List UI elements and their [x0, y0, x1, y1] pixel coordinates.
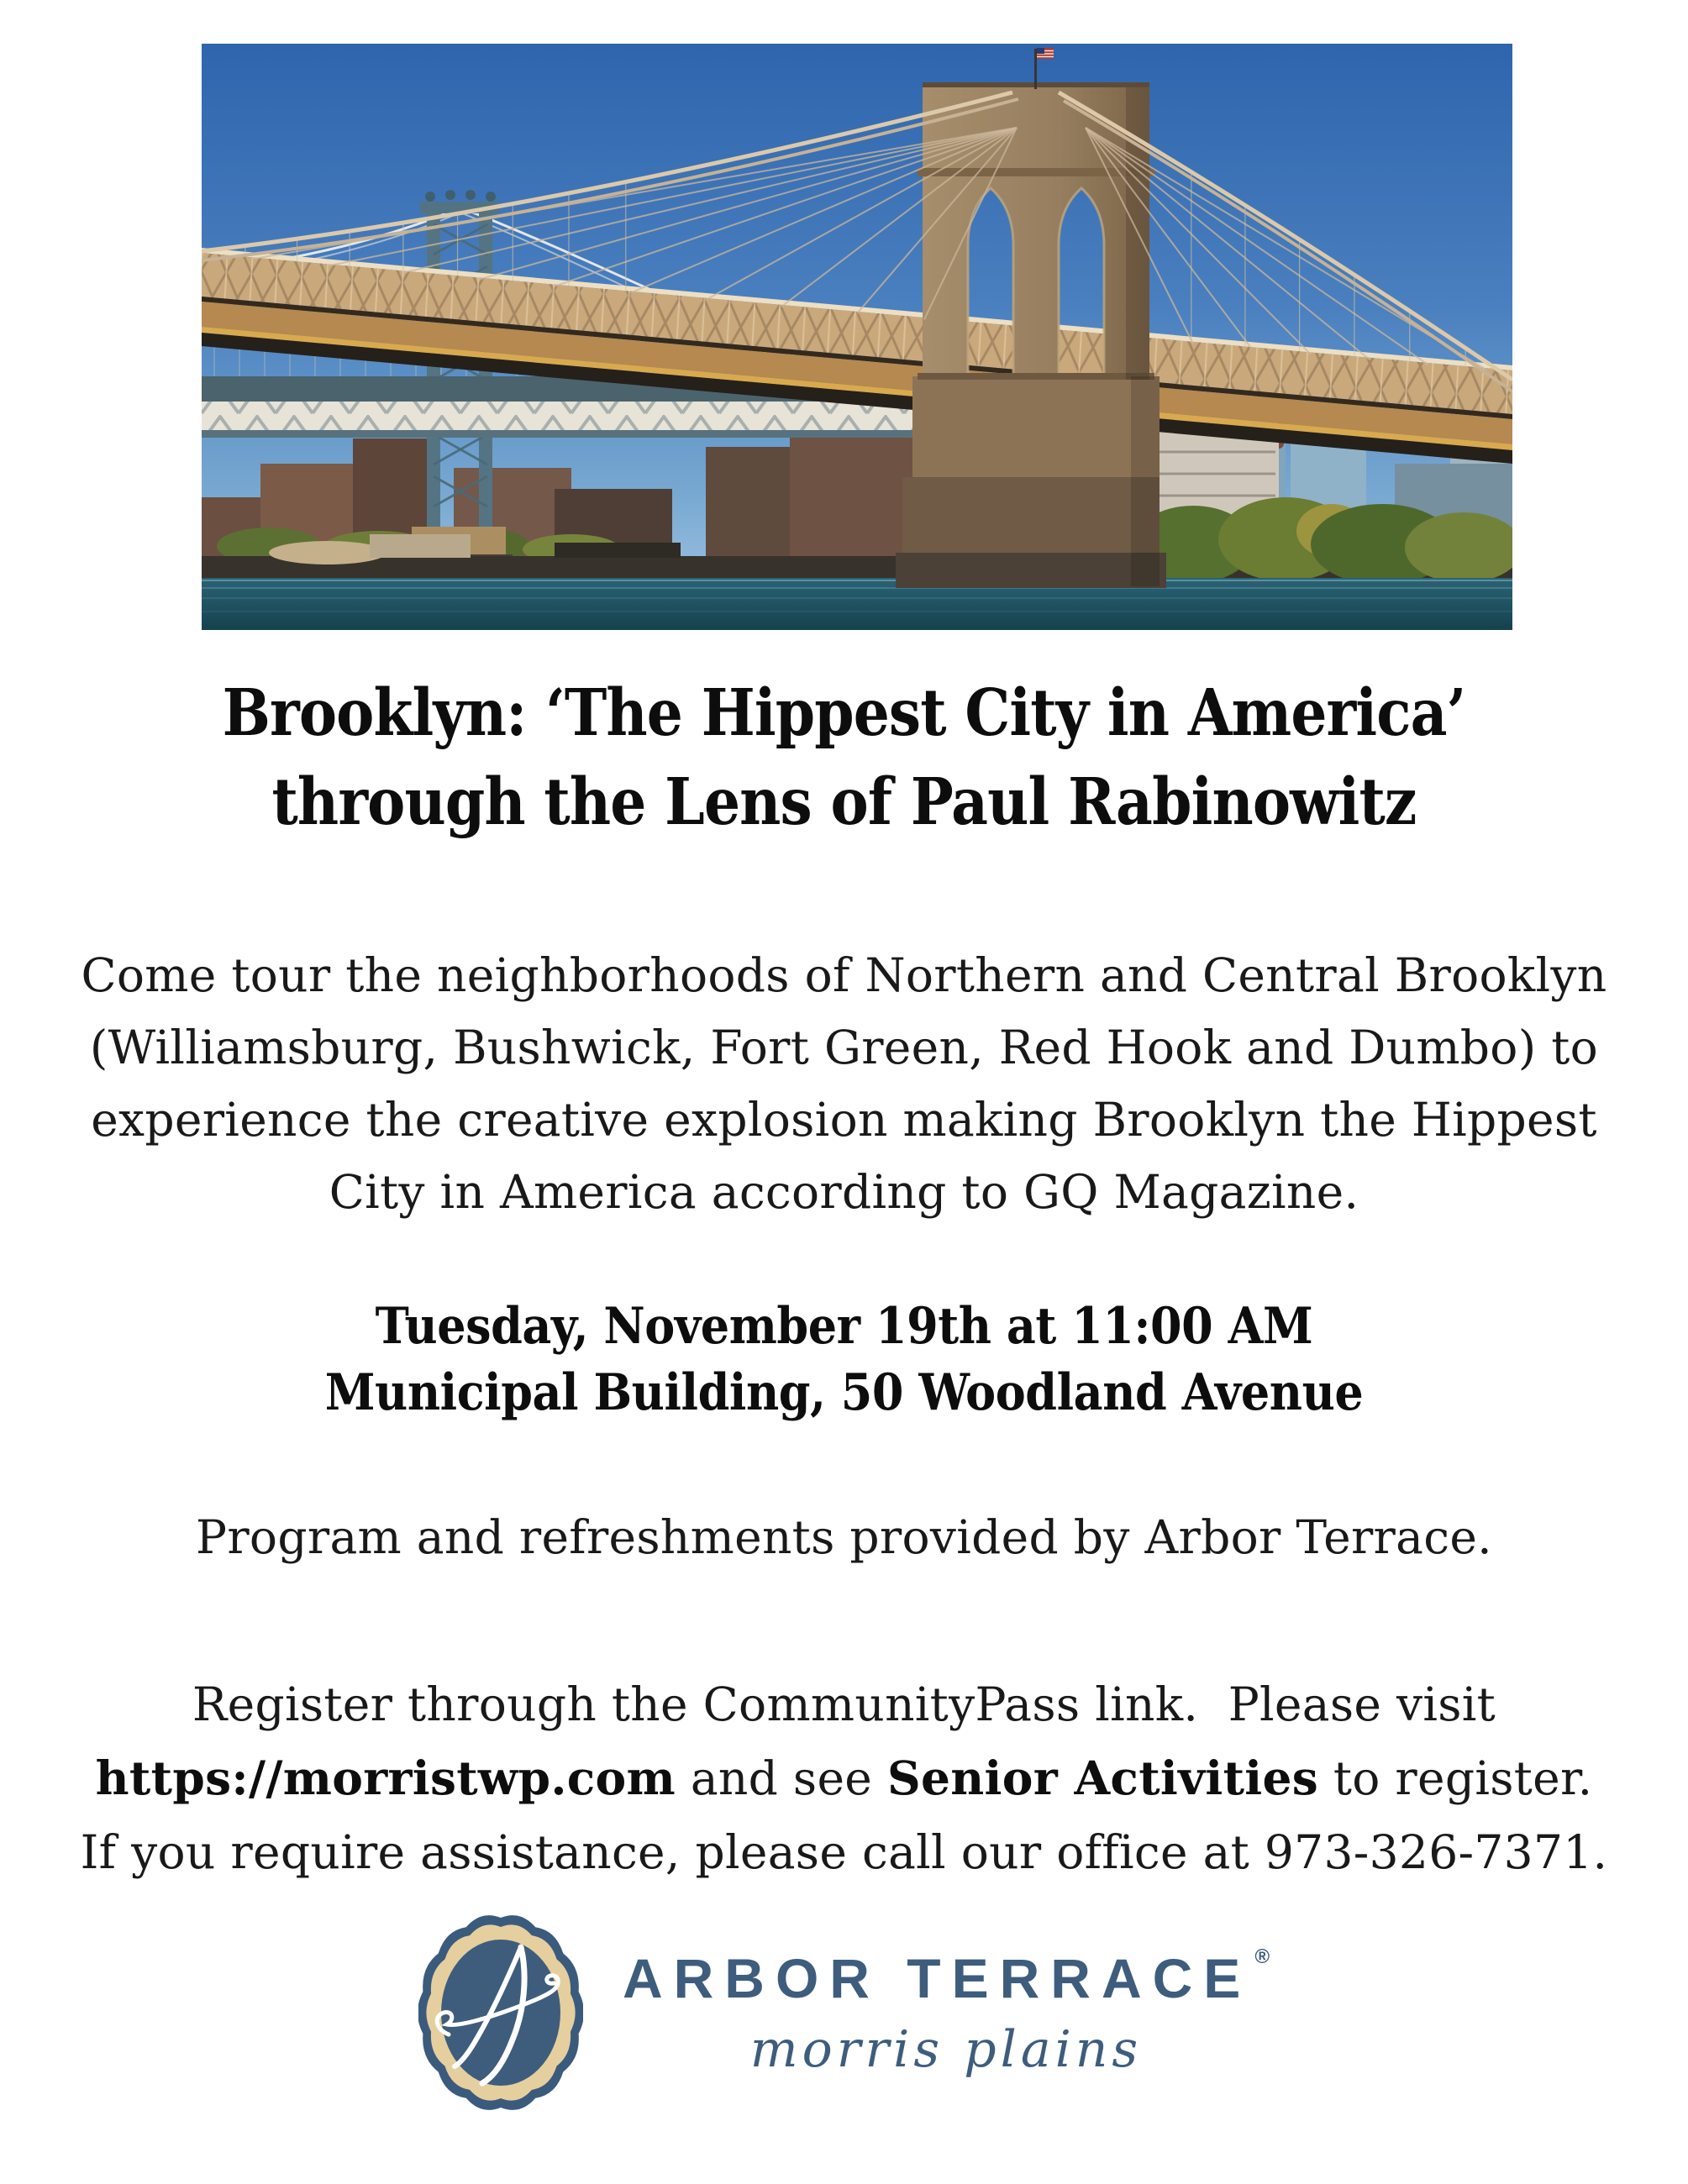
arbor-terrace-badge-icon: [418, 1915, 583, 2110]
brand-wordmark: [622, 1945, 1270, 2009]
logo-text-block: [622, 1945, 1270, 2079]
arbor-terrace-logo: [0, 1914, 1688, 2112]
east-river-water: [202, 578, 1512, 630]
brand-name: ARBOR TERRACE: [622, 1947, 1252, 2009]
registration-line-2: [0, 1741, 1688, 1815]
registration-url-link[interactable]: https://morristwp.com: [95, 1751, 676, 1805]
program-note: Program and refreshments provided by Arbor Terrace.: [196, 1510, 1492, 1564]
registration-line-2-suffix: to register.: [1318, 1751, 1593, 1805]
brand-location: morris plains: [749, 2020, 1143, 2079]
title-line-1: Brooklyn: ‘The Hippest City in America’: [222, 675, 1466, 751]
intro-line: City in America according to GQ Magazine.: [329, 1165, 1359, 1219]
registration-line-2-text: and see: [676, 1751, 887, 1805]
intro-line: (Williamsburg, Bushwick, Fort Green, Red Hook and Dumbo) to: [89, 1021, 1599, 1074]
intro-line: experience the creative explosion making Brooklyn the Hippest: [91, 1093, 1597, 1147]
bridge-scene-illustration: [202, 44, 1512, 630]
registration-line-1: Register through the CommunityPass link. Please visit: [192, 1677, 1496, 1731]
title-line-2: through the Lens of Paul Rabinowitz: [271, 764, 1417, 840]
event-details: [84, 1294, 1603, 1426]
registration-instructions: [0, 1667, 1688, 1889]
brooklyn-bridge-photo: [202, 44, 1512, 630]
brooklyn-bridge-tower: [896, 48, 1166, 588]
page-title: [102, 669, 1587, 847]
senior-activities-label: Senior Activities: [886, 1751, 1319, 1805]
event-datetime: Tuesday, November 19th at 11:00 AM: [375, 1297, 1313, 1356]
intro-line: Come tour the neighborhoods of Northern and Central Brooklyn: [81, 948, 1607, 1002]
registration-line-3: If you require assistance, please call our office at 973-326-7371.: [80, 1825, 1608, 1879]
event-location: Municipal Building, 50 Woodland Avenue: [324, 1363, 1364, 1422]
registered-trademark-symbol: ®: [1254, 1945, 1270, 1968]
intro-paragraph: [0, 939, 1688, 1228]
